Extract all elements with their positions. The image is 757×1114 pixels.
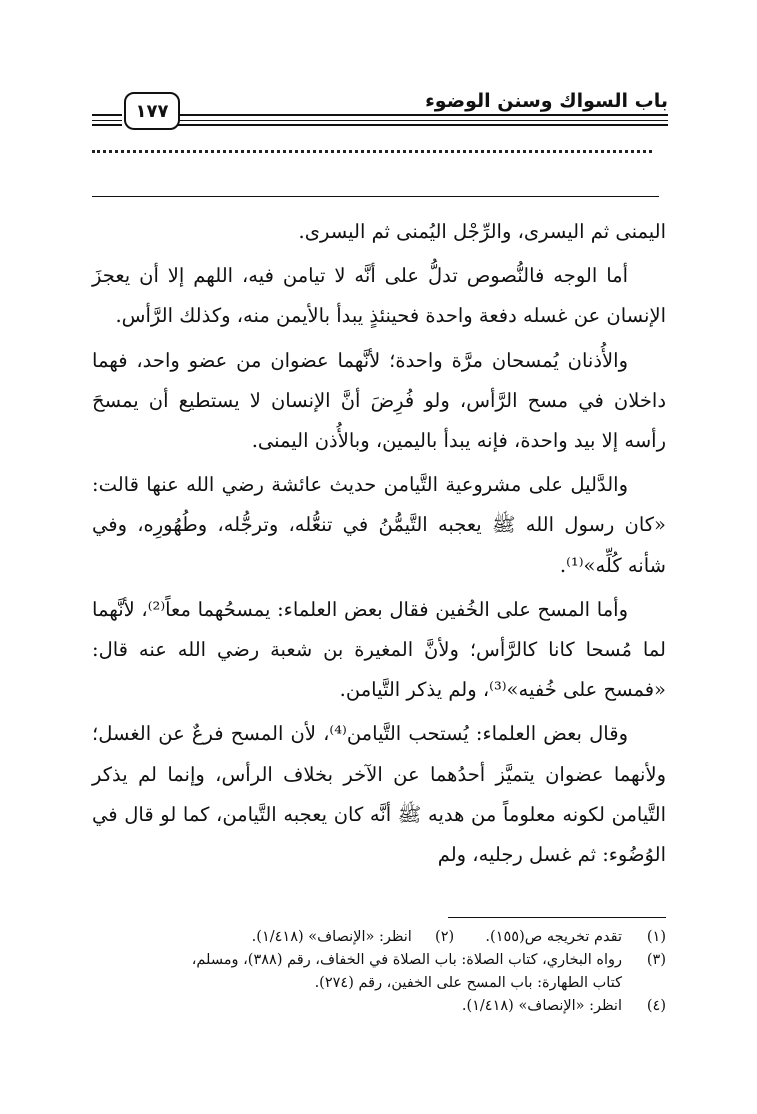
footnote-text: كتاب الطهارة: باب المسح على الخفين، رقم (٢٧٤). xyxy=(314,975,622,991)
footnote-row xyxy=(92,972,666,995)
footnote-number: (١) xyxy=(646,929,666,945)
dotted-separator xyxy=(92,150,652,173)
header-rule-left xyxy=(92,114,122,128)
main-text xyxy=(92,212,666,879)
footnote-number: (٤) xyxy=(646,998,666,1014)
paragraph: أما الوجه فالنُّصوص تدلُّ على أنَّه لا تيامن فيه، اللهم إلا أن يعجزَ الإنسان عن غسله دفعة واحدة فحينئذٍ يبدأ بالأيمن منه، وكذلك الرَّأس. xyxy=(92,264,666,328)
paragraph: اليمنى ثم اليسرى، والرِّجْل اليُمنى ثم اليسرى. xyxy=(298,220,666,243)
footnotes xyxy=(92,926,666,1018)
footnote-row xyxy=(92,949,666,972)
footnote-number: (٣) xyxy=(646,952,666,968)
paragraph: والدَّليل على مشروعية التَّيامن حديث عائشة رضي الله عنها قالت: «كان رسول الله ﷺ يعجبه التَّيمُّنُ في تنعُّله، وترجُّله، وطُهُورِه، وفي شأنه كُلِّه»⁽¹⁾. xyxy=(92,473,666,577)
footnote-text: تقدم تخريجه ص(١٥٥). xyxy=(485,929,622,945)
footnote-row xyxy=(92,995,666,1018)
footnote-text: انظر: «الإنصاف» (١/٤١٨). xyxy=(461,998,622,1014)
footnote-number: (٢) xyxy=(435,929,455,945)
footnote-text: رواه البخاري، كتاب الصلاة: باب الصلاة في الخفاف، رقم (٣٨٨)، ومسلم، xyxy=(191,952,622,968)
text-top-rule xyxy=(92,196,659,197)
paragraph: وأما المسح على الخُفين فقال بعض العلماء: يمسحُهما معاً⁽²⁾، لأنَّهما لما مُسحا كانا كالرَّأس؛ ولأنَّ المغيرة بن شعبة رضي الله عنه قال: «فمسح على خُفيه»⁽³⁾، ولم يذكر التَّيامن. xyxy=(92,597,666,702)
page-header xyxy=(92,84,668,134)
footnote-rule xyxy=(448,917,666,918)
paragraph: وقال بعض العلماء: يُستحب التَّيامن⁽⁴⁾، لأن المسح فرعٌ عن الغسل؛ ولأنهما عضوان يتميَّز أحدُهما عن الآخر بخلاف الرأس، وإنما لم يذكر التَّيامن لكونه معلوماً من هديه ﷺ أنَّه كان يعجبه التَّيامن، كما لو قال في الوُضُوء: ثم غسل رجليه، ولم xyxy=(92,722,666,867)
paragraph: والأُذنان يُمسحان مرَّة واحدة؛ لأنَّهما عضوان من عضو واحد، فهما داخلان في مسح الرَّأس، ولو فُرِضَ أنَّ الإنسان لا يستطيع أن يمسحَ رأسه إلا بيد واحدة، فإنه يبدأ باليمين، وبالأُذن اليمنى. xyxy=(92,348,666,453)
page-number-badge: ١٧٧ xyxy=(124,92,180,130)
footnote-row xyxy=(92,926,666,949)
header-rule xyxy=(178,114,668,128)
footnote-text: انظر: «الإنصاف» (١/٤١٨). xyxy=(251,929,412,945)
chapter-title: باب السواك وسنن الوضوء xyxy=(425,90,668,112)
